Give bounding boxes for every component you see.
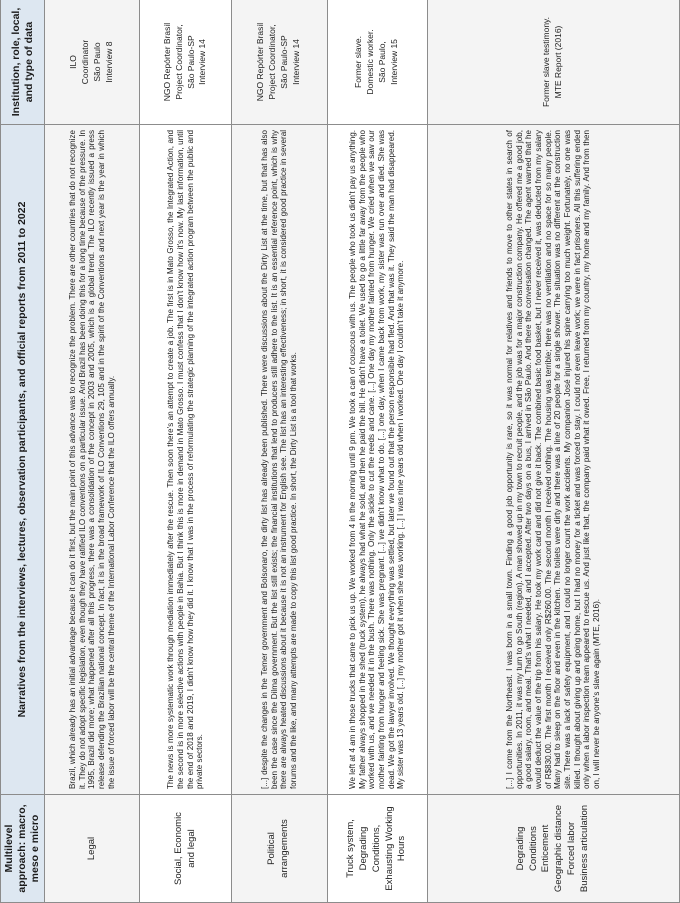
table-row — [231, 0, 327, 903]
approach-line: arrangements — [279, 819, 291, 878]
institution-line: Interview 14 — [291, 39, 302, 85]
approach-line: Legal — [85, 836, 97, 861]
approach-line: Truck system, — [345, 819, 357, 878]
institution-line: São Paulo-SP — [185, 35, 196, 89]
institution-line: Project Coordinator, — [173, 24, 184, 100]
institution-line: Interview 8 — [104, 41, 115, 83]
approach-line: Conditions — [527, 826, 539, 871]
institution-line: São Paulo-SP — [279, 35, 290, 89]
approach-line: Forced labor — [566, 821, 578, 876]
approach-line: and legal — [185, 829, 197, 868]
table-row — [140, 0, 232, 903]
institution-line: São Paulo, — [377, 41, 388, 83]
institution-line: ILO — [68, 55, 79, 69]
approach-cell — [140, 795, 232, 903]
header-narratives: Narratives from the interviews, lectures, observation participants, and official reports from 2011 to 2022 — [1, 125, 45, 795]
approach-line: Enticement — [540, 824, 552, 873]
approach-line: Social, Economic — [172, 812, 184, 885]
institution-cell — [45, 0, 140, 125]
institution-cell — [140, 0, 232, 125]
institution-line: Former slave. — [353, 36, 364, 88]
narrative-cell: [...] despite the changes in the Temer government and Bolsonaro, the dirty list has already been published. There were discussions about the Dirty List at the time, but that has also been the case since the Dilma government. But the list still exists; the financial institutions that lend to producers still adhere to the list. It is an essential reference point, which is why there are always heated discussions about it because it is not an instrument for English see. The list has an interesting effectiveness; in short, it is considered good practice in several forums and the like, and many attempts are made to copy this list good practice. In short, the Dirty List is a tool that works. — [231, 125, 327, 795]
institution-line: NGO Repórter Brasil — [161, 22, 172, 102]
institution-line: São Paulo — [92, 42, 103, 82]
institution-line: Domestic worker. — [365, 29, 376, 95]
institution-line: Former slave testimony. — [541, 16, 552, 108]
header-approach: Multilevel approach: macro, meso e micro — [1, 795, 45, 903]
approach-cell — [327, 795, 427, 903]
approach-line: Business articulation — [578, 804, 590, 893]
institution-line: MTE Report (2016) — [553, 25, 564, 99]
approach-line: Political — [266, 832, 278, 865]
institution-line: Coordinator — [80, 39, 91, 85]
table-row — [427, 0, 679, 903]
institution-line: NGO Repórter Brasil — [255, 22, 266, 102]
institution-cell — [231, 0, 327, 125]
narrative-cell: Brazil, which already has an initial advantage because it can do it first, but the main point of this advance was to recognize the problem. There are other countries that do not recognize it. They do not adopt specific legislation, even though they have ratified ILO conventions on a particular issue. And Brazil has been doing this for a long time because of the pressure. In 1995, Brazil did more; what happened after all this progress, there was a consolidation of the concept in 2003 and 2005, which is a global trend. The ILO recently issued a press release defending the Brazilian national concept. In fact, it is in the broad framework of ILO Conventions 29, 105 and in the spirit of the Conventions and next year is the year in which the issue of forced labor will be the central theme of the International Labor Conference that the ILO offers annually. — [45, 125, 140, 795]
table-header-row — [1, 0, 45, 903]
approach-line: Degrading — [514, 826, 526, 871]
approach-line: Geographic distance — [553, 804, 565, 893]
narrative-cell: [...] I come from the Northeast. I was born in a small town. Finding a good job opportunity is rare, so it was normal for relatives and friends to move to other states in search of opportunities. In 2011, it was my turn to go South (region). A man showed up in my town to recruit people, and the job was for a major construction company. He offered me a good job, a good salary, room, and meal. That's what I needed, and I accepted. After two days on a bus, I arrived in São Paulo. And there the conversation changed. The agent warned that he would deduct the value of the trip from his salary. He took my work card and did not give it back. The combined basic food basket, but I never received it, was deducted from my salary of R$830.00. The first month I received only R$260.00. The second month I received nothing. The housing was terrible; there was no ventilation and no space for so many people. Many had to sleep on the floor and even in the kitchen. The toilets were dirty and there was a line of 20 people for a single shower. The situation was no different at the construction site. There was a lack of safety equipment, and I could no longer count the work accidents. My companion José injured his spine carrying too much weight. Fortunately, no one was killed. I thought about giving up and going home, but I had no money for a ticket and was forced to stay. I could not even leave work; we were in fact prisoners. All this suffering ended only when a labor inspection team appeared to rescue us. And just like that, the company paid what it owed. Free, I returned from my country, my home and my family. And from then on, I will never be anyone's slave again (MTE, 2016). — [427, 125, 679, 795]
narrative-cell: We left at 4 am in those trucks that came to pick us up. We worked from 4 in the morning until 9 pm. We took a can of couscous with us. The people who took us didn't pay us anything. My father always shopped in the shed (truck system), he always had what he sold, and then he paid the bill. He didn't have a toilet. We used to go a little far away from the people who worked with us, and we needed it in the bush. There was nothing. Only the sickle to cut the reeds and cane. [...] One day my mother fainted from hunger. We cried when we saw our mother fainting from hunger and feeling sick. She was pregnant. [...] we didn't know what to do. [...] one day, when I came back from work, my sister was run over and died. She was dead. We got the lawyer involved. We thought everything was settled, but later we found out that the person responsible had fled. And that was it. They said the man had disappeared. My sister was 13 years old. [...] my mother got it when she was working. [...] I was nine years old when I worked. One day I couldn't take it anymore. — [327, 125, 427, 795]
institution-cell — [327, 0, 427, 125]
approach-line: Exhausting Working — [383, 806, 395, 891]
approach-cell — [231, 795, 327, 903]
header-institution: Institution, role, local, and type of data — [1, 0, 45, 125]
approach-line: Hours — [396, 835, 408, 862]
institution-line: Interview 14 — [197, 39, 208, 85]
approach-cell — [45, 795, 140, 903]
approach-line: Conditions, — [370, 824, 382, 873]
approach-line: Degrading — [357, 826, 369, 871]
approach-cell — [427, 795, 679, 903]
institution-line: Interview 15 — [388, 39, 399, 85]
narrative-cell: The news is more systematic work through mediation immediately after the rescue. Then soon there's an attempt to create a job. The first is in Mato Grosso, the Integrated Action, and the second is in more selective actions with people in Bahia. But I think this is more in demand in Mato Grosso. I must confess that I don't know how it's now. My last information, until the end of 2018 and 2019, I didn't know how they did it. I know that I was in the process of reformulating the strategic planning of the integrated action program between the public and private sectors. — [140, 125, 232, 795]
table-row — [45, 0, 140, 903]
table-row — [327, 0, 427, 903]
institution-cell — [427, 0, 679, 125]
institution-line: Project Coordinator, — [267, 24, 278, 100]
